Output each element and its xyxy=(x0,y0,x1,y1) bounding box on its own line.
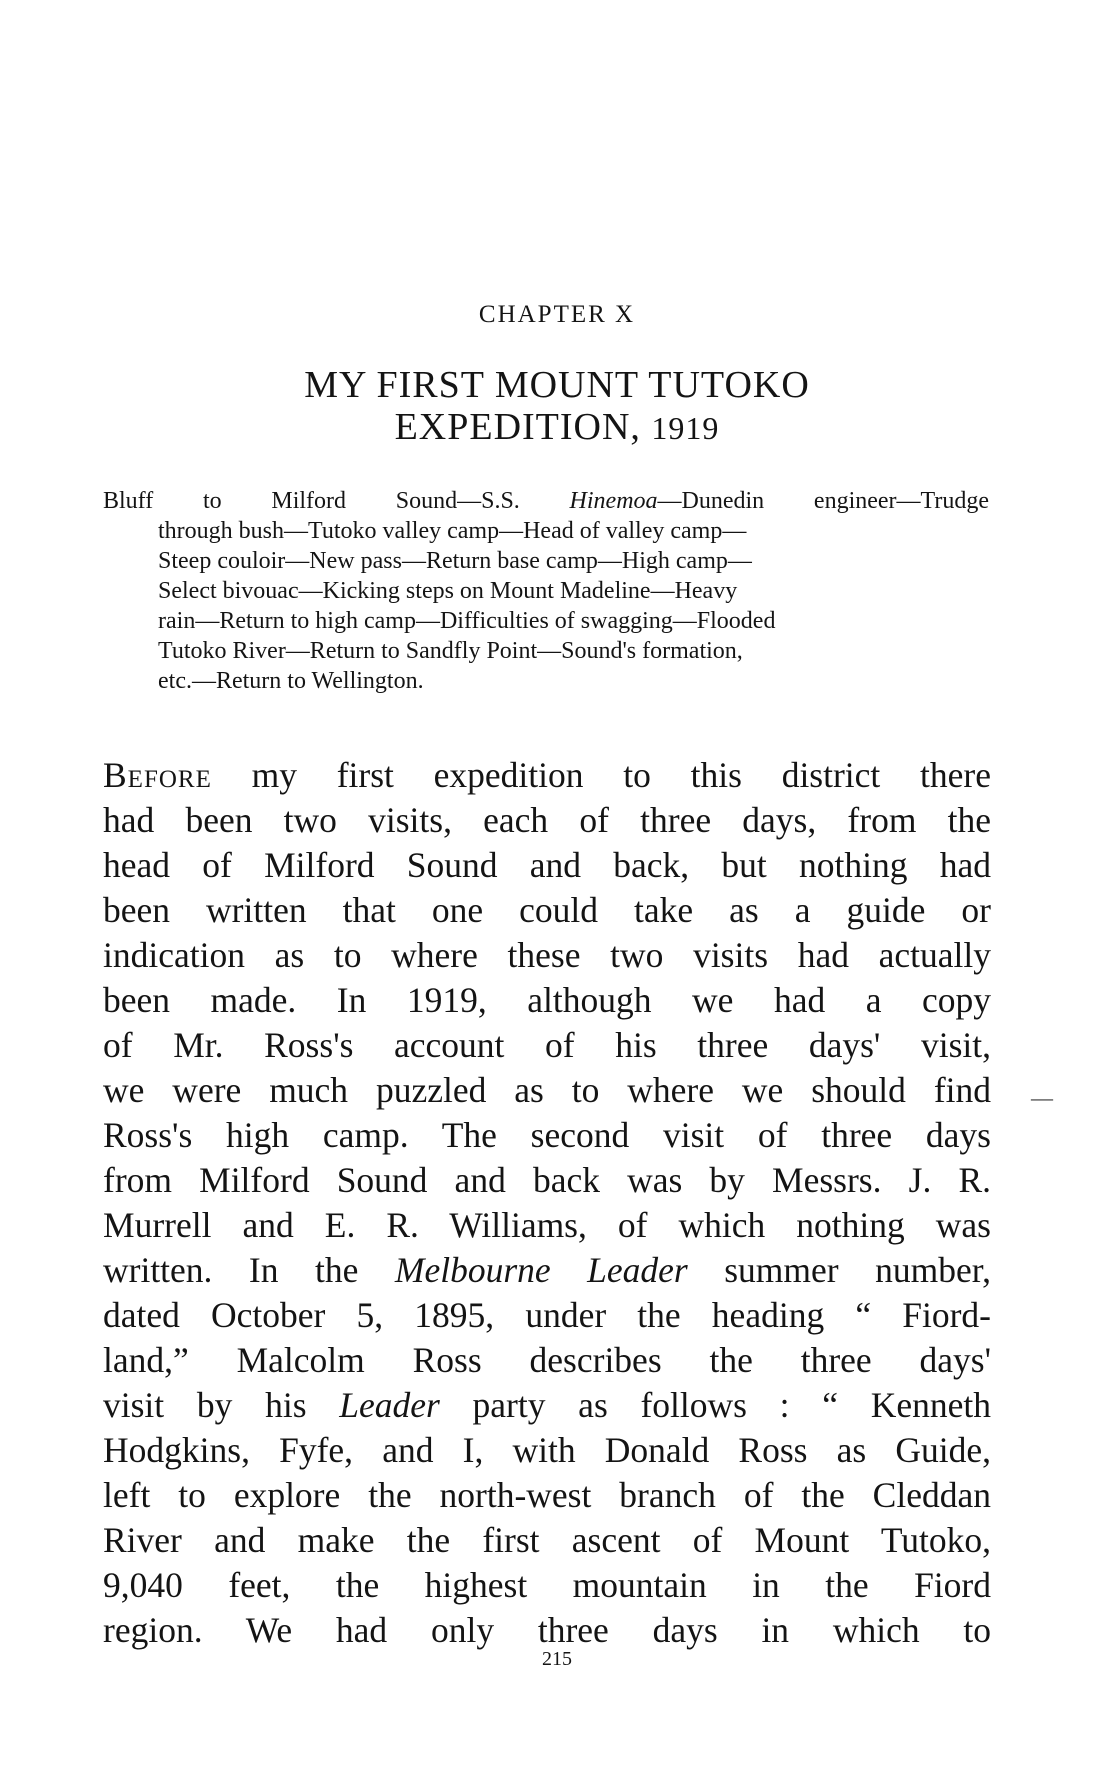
chapter-year: 1919 xyxy=(651,410,720,446)
body-line: been written that one could take as a guide or xyxy=(103,890,991,930)
body-line: River and make the first ascent of Mount Tutoko, xyxy=(103,1520,991,1560)
body-text-run: visit by his xyxy=(103,1385,340,1425)
synopsis-line: Select bivouac—Kicking steps on Mount Madeline—Heavy xyxy=(158,578,738,604)
body-line: of Mr. Ross's account of his three days' visit, xyxy=(103,1025,991,1065)
chapter-title xyxy=(0,364,1114,449)
body-line: dated October 5, 1895, under the heading “ Fiord- xyxy=(103,1295,991,1335)
body-line: land,” Malcolm Ross describes the three days' xyxy=(103,1340,991,1380)
body-text-run: party as follows : “ Kenneth xyxy=(439,1385,991,1425)
synopsis-line: through bush—Tutoko valley camp—Head of valley camp— xyxy=(158,518,747,544)
chapter-title-line-2 xyxy=(0,406,1114,449)
synopsis-text: —Dunedin engineer—Trudge xyxy=(657,488,989,514)
body-line: been made. In 1919, although we had a copy xyxy=(103,980,991,1020)
chapter-synopsis xyxy=(103,486,989,696)
body-text-run: written. In the xyxy=(103,1250,395,1290)
body-line: Murrell and E. R. Williams, of which nothing was xyxy=(103,1205,991,1245)
publication-title: Melbourne Leader xyxy=(394,1250,688,1290)
synopsis-line xyxy=(103,486,989,516)
body-line: had been two visits, each of three days, from the xyxy=(103,800,991,840)
body-line: Ross's high camp. The second visit of three days xyxy=(103,1115,991,1155)
synopsis-line: Tutoko River—Return to Sandfly Point—Sound's formation, xyxy=(158,638,743,664)
synopsis-line: Steep couloir—New pass—Return base camp—High camp— xyxy=(158,548,752,574)
margin-mark: — xyxy=(1031,1085,1053,1110)
publication-title: Leader xyxy=(339,1385,440,1425)
body-line: left to explore the north-west branch of the Cleddan xyxy=(103,1475,991,1515)
chapter-title-line-1: MY FIRST MOUNT TUTOKO xyxy=(304,364,810,406)
body-line xyxy=(103,1383,991,1428)
page-number: 215 xyxy=(542,1648,572,1670)
synopsis-line: etc.—Return to Wellington. xyxy=(158,668,424,694)
body-line: from Milford Sound and back was by Messrs. J. R. xyxy=(103,1160,991,1200)
synopsis-text: Bluff to Milford Sound—S.S. xyxy=(103,488,570,514)
body-text xyxy=(103,753,991,1653)
body-line: head of Milford Sound and back, but nothing had xyxy=(103,845,991,885)
body-line: 9,040 feet, the highest mountain in the Fiord xyxy=(103,1565,991,1605)
chapter-label: CHAPTER X xyxy=(478,301,636,328)
body-line xyxy=(103,753,991,798)
chapter-title-word: EXPEDITION, xyxy=(394,406,652,448)
opening-word: Before xyxy=(103,755,212,795)
synopsis-line: rain—Return to high camp—Difficulties of swagging—Flooded xyxy=(158,608,776,634)
ship-name: Hinemoa xyxy=(569,488,658,514)
body-line xyxy=(103,1248,991,1293)
body-text-run: summer number, xyxy=(687,1250,992,1290)
body-text-run: my first expedition to this district there xyxy=(211,755,991,795)
body-line: indication as to where these two visits had actually xyxy=(103,935,991,975)
body-line: we were much puzzled as to where we should find xyxy=(103,1070,991,1110)
body-line: region. We had only three days in which to xyxy=(103,1610,991,1650)
body-line: Hodgkins, Fyfe, and I, with Donald Ross as Guide, xyxy=(103,1430,991,1470)
